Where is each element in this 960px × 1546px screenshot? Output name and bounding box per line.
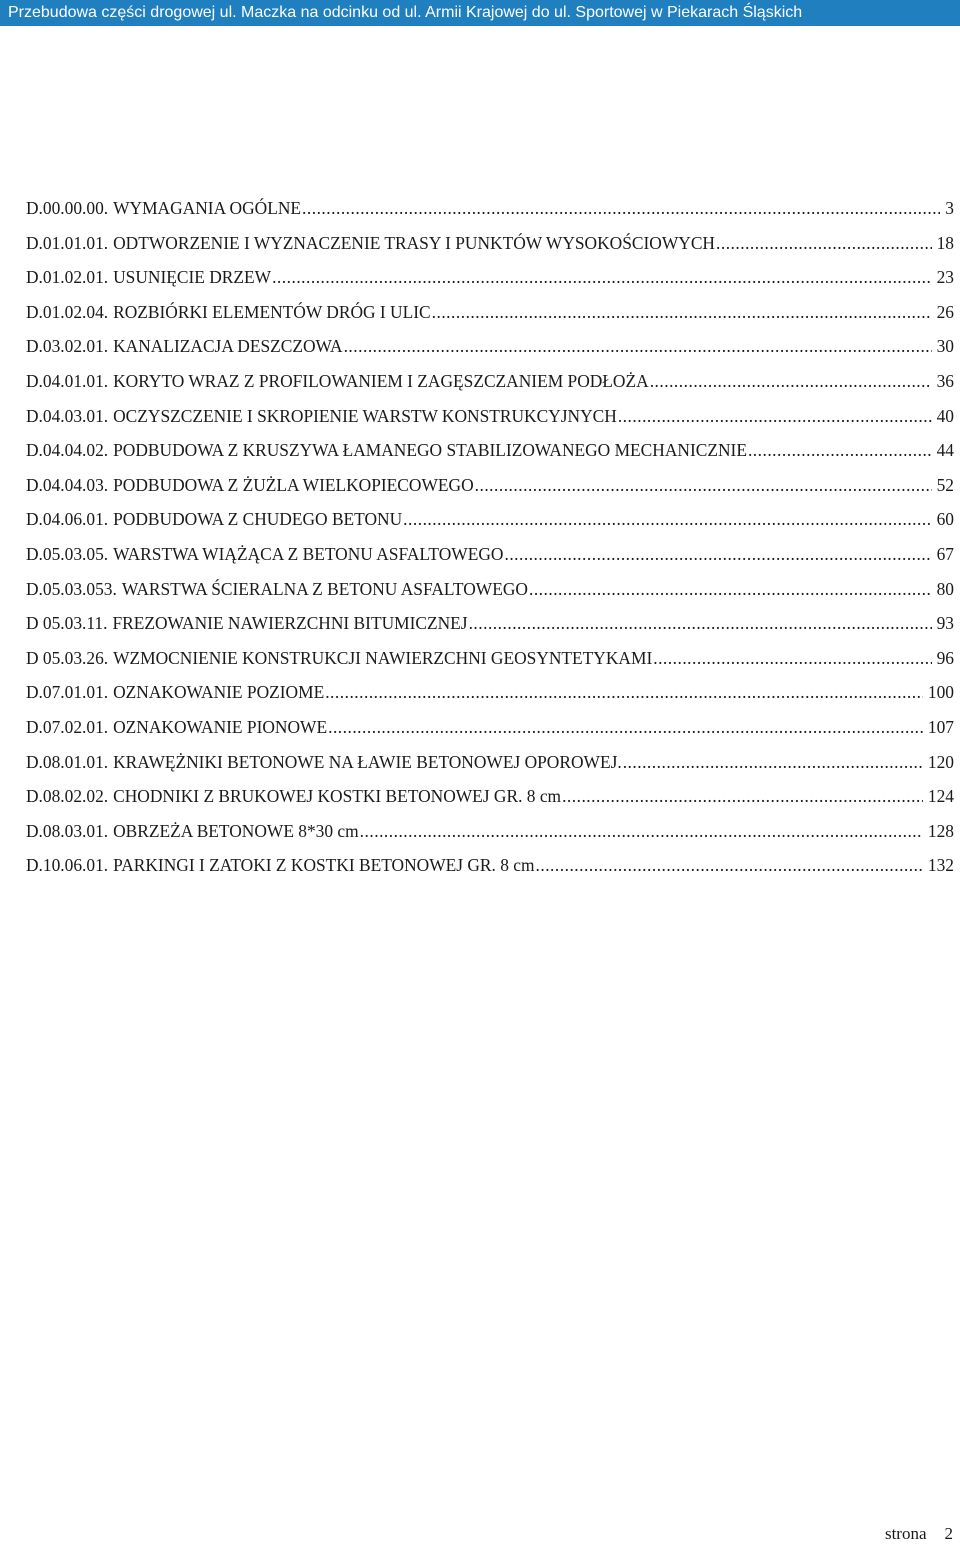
toc-entry-title: OCZYSZCZENIE I SKROPIENIE WARSTW KONSTRUKCYJNYCH xyxy=(113,405,617,426)
toc-entry[interactable] xyxy=(26,752,954,787)
toc-dot-leader xyxy=(325,682,923,703)
document-header xyxy=(0,0,960,26)
toc-entry-page: 120 xyxy=(927,751,954,772)
footer-page-label: strona xyxy=(884,1524,927,1543)
toc-entry-title: WARSTWA ŚCIERALNA Z BETONU ASFALTOWEGO xyxy=(121,578,528,599)
toc-dot-leader xyxy=(623,752,923,773)
toc-entry[interactable] xyxy=(26,336,954,371)
toc-entry-title: OZNAKOWANIE POZIOME xyxy=(113,682,325,703)
toc-entry[interactable] xyxy=(26,579,954,614)
toc-entry[interactable] xyxy=(26,267,954,302)
toc-entry-title: OZNAKOWANIE PIONOWE xyxy=(113,716,328,737)
toc-entry-code: D.01.01.01. xyxy=(26,232,109,253)
toc-entry-code: D.08.03.01. xyxy=(26,820,109,841)
toc-dot-leader xyxy=(650,371,932,392)
toc-entry-page: 93 xyxy=(936,613,954,634)
page-footer xyxy=(885,1524,953,1544)
toc-entry-code: D.03.02.01. xyxy=(26,336,109,357)
toc-dot-leader xyxy=(469,613,932,634)
toc-entry-title: KRAWĘŻNIKI BETONOWE NA ŁAWIE BETONOWEJ OPOROWEJ. xyxy=(113,751,622,772)
toc-entry[interactable] xyxy=(26,786,954,821)
toc-dot-leader xyxy=(653,648,931,669)
toc-entry[interactable] xyxy=(26,648,954,683)
toc-entry-page: 67 xyxy=(936,543,954,564)
toc-entry-code: D 05.03.11. xyxy=(26,613,108,634)
toc-entry-title: WZMOCNIENIE KONSTRUKCJI NAWIERZCHNI GEOSYNTETYKAMI xyxy=(113,647,653,668)
toc-entry-code: D.04.06.01. xyxy=(26,509,109,530)
toc-entry[interactable] xyxy=(26,613,954,648)
toc-dot-leader xyxy=(748,440,932,461)
toc-dot-leader xyxy=(403,509,931,530)
toc-entry-title: PODBUDOWA Z ŻUŻLA WIELKOPIECOWEGO xyxy=(113,474,474,495)
toc-entry-code: D.00.00.00. xyxy=(26,198,109,218)
toc-entry-code: D.04.04.03. xyxy=(26,474,109,495)
toc-entry[interactable] xyxy=(26,855,954,890)
toc-entry-code: D.05.03.05. xyxy=(26,543,109,564)
toc-entry-title: KANALIZACJA DESZCZOWA xyxy=(113,336,343,357)
toc-entry-page: 80 xyxy=(936,578,954,599)
toc-entry[interactable] xyxy=(26,475,954,510)
toc-entry-code: D.04.01.01. xyxy=(26,370,109,391)
toc-entry-title: KORYTO WRAZ Z PROFILOWANIEM I ZAGĘSZCZANIEM PODŁOŻA xyxy=(113,370,649,391)
toc-entry-title: CHODNIKI Z BRUKOWEJ KOSTKI BETONOWEJ GR. 8 cm xyxy=(113,786,562,807)
toc-dot-leader xyxy=(432,302,932,323)
footer-page-number: 2 xyxy=(944,1524,953,1543)
toc-entry-code: D.10.06.01. xyxy=(26,855,109,876)
toc-entry-page: 100 xyxy=(927,682,954,703)
table-of-contents xyxy=(26,198,954,890)
toc-entry-code: D.01.02.04. xyxy=(26,301,109,322)
toc-entry[interactable] xyxy=(26,821,954,856)
toc-entry[interactable] xyxy=(26,371,954,406)
toc-entry-code: D.01.02.01. xyxy=(26,267,109,288)
toc-dot-leader xyxy=(536,855,923,876)
toc-entry-title: OBRZEŻA BETONOWE 8*30 cm xyxy=(113,820,359,841)
toc-dot-leader xyxy=(360,821,923,842)
toc-entry-title: PODBUDOWA Z CHUDEGO BETONU xyxy=(113,509,403,530)
toc-entry-title: WARSTWA WIĄŻĄCA Z BETONU ASFALTOWEGO xyxy=(113,543,504,564)
toc-entry-page: 36 xyxy=(936,370,954,391)
toc-entry-page: 18 xyxy=(936,232,954,253)
toc-entry[interactable] xyxy=(26,406,954,441)
toc-entry-page: 60 xyxy=(936,509,954,530)
toc-entry-code: D 05.03.26. xyxy=(26,647,109,668)
toc-dot-leader xyxy=(475,475,932,496)
toc-entry-page: 132 xyxy=(927,855,954,876)
toc-entry-code: D.04.03.01. xyxy=(26,405,109,426)
toc-entry-title: PODBUDOWA Z KRUSZYWA ŁAMANEGO STABILIZOWANEGO MECHANICZNIE xyxy=(113,440,747,461)
toc-dot-leader xyxy=(504,544,931,565)
toc-dot-leader xyxy=(529,579,932,600)
toc-dot-leader xyxy=(618,406,932,427)
toc-entry[interactable] xyxy=(26,233,954,268)
toc-entry-page: 107 xyxy=(927,716,954,737)
toc-entry-title: USUNIĘCIE DRZEW xyxy=(113,267,272,288)
toc-entry-code: D.04.04.02. xyxy=(26,440,109,461)
toc-entry-page: 96 xyxy=(936,647,954,668)
toc-dot-leader xyxy=(328,717,923,738)
toc-entry-page: 128 xyxy=(927,820,954,841)
toc-entry-title: ROZBIÓRKI ELEMENTÓW DRÓG I ULIC xyxy=(113,301,431,322)
toc-entry-code: D.07.02.01. xyxy=(26,716,109,737)
toc-entry-title: ODTWORZENIE I WYZNACZENIE TRASY I PUNKTÓW WYSOKOŚCIOWYCH xyxy=(113,232,715,253)
toc-dot-leader xyxy=(272,267,932,288)
toc-entry-code: D.08.02.02. xyxy=(26,786,109,807)
toc-dot-leader xyxy=(562,786,923,807)
toc-entry-page: 26 xyxy=(936,301,954,322)
toc-dot-leader xyxy=(716,233,932,254)
toc-entry-page: 3 xyxy=(945,198,954,218)
toc-entry[interactable] xyxy=(26,198,954,233)
toc-dot-leader xyxy=(344,336,932,357)
toc-entry-code: D.07.01.01. xyxy=(26,682,109,703)
toc-entry-code: D.08.01.01. xyxy=(26,751,109,772)
toc-entry-page: 30 xyxy=(936,336,954,357)
toc-dot-leader xyxy=(302,198,940,219)
toc-entry-title: WYMAGANIA OGÓLNE xyxy=(113,198,302,218)
toc-entry[interactable] xyxy=(26,440,954,475)
toc-entry[interactable] xyxy=(26,717,954,752)
toc-entry-title: PARKINGI I ZATOKI Z KOSTKI BETONOWEJ GR. 8 cm xyxy=(113,855,535,876)
toc-entry-page: 52 xyxy=(936,474,954,495)
toc-entry-code: D.05.03.053. xyxy=(26,578,117,599)
toc-entry-page: 124 xyxy=(927,786,954,807)
toc-entry-page: 44 xyxy=(936,440,954,461)
document-header-title: Przebudowa części drogowej ul. Maczka na odcinku od ul. Armii Krajowej do ul. Sportowej w Piekarach Śląskich xyxy=(8,4,803,21)
toc-entry-title: FREZOWANIE NAWIERZCHNI BITUMICZNEJ xyxy=(112,613,468,634)
toc-entry[interactable] xyxy=(26,302,954,337)
toc-entry-page: 40 xyxy=(936,405,954,426)
toc-entry[interactable] xyxy=(26,544,954,579)
toc-entry[interactable] xyxy=(26,682,954,717)
toc-entry-page: 23 xyxy=(936,267,954,288)
toc-entry[interactable] xyxy=(26,509,954,544)
